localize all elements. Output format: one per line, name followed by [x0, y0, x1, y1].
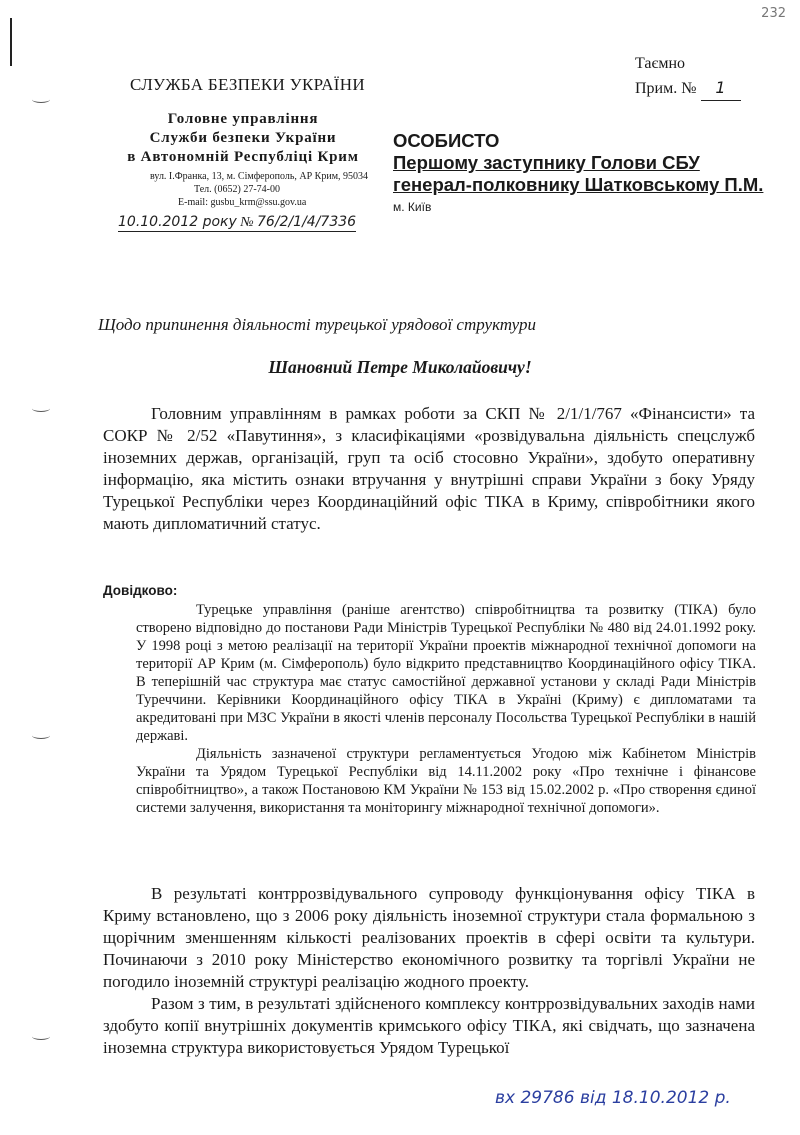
department-line: Служби безпеки України: [149, 130, 337, 146]
copy-label: Прим. №: [635, 80, 697, 97]
reference-paragraph: Турецьке управління (раніше агентство) співробітництва та розвитку (ТІКА) було створено відповідно до постанови Ради Міністрів Турецької Республіки № 480 від 24.01.1992 року. У 1998 році з метою реалізації на території України проектів міжнародної технічної допомоги на території АР Крим (м. Сімферополь) було відкрито представництво Координаційного офісу ТІКА. В теперішній час структура має статус самостійної державної установи у складі Ради Міністрів Туреччини. Керівники Координаційного офісу ТІКА в Україні (Криму) є дипломатами та акредитовані при МЗС України в якості членів персоналу Посольства Турецької Республіки в нашій державі.: [136, 602, 756, 744]
address-line: E-mail: gusbu_krm@ssu.gov.ua: [178, 197, 307, 208]
department-line: в Автономній Республіці Крим: [127, 149, 359, 165]
address-line: Тел. (0652) 27-74-00: [194, 184, 280, 195]
registration-number: 76/2/1/4/7336: [257, 214, 357, 230]
hole-punch-mark: [32, 405, 50, 412]
intro-paragraph: [103, 403, 755, 535]
addressee-line: Першому заступнику Голови СБУ: [393, 152, 700, 173]
address-line: вул. І.Франка, 13, м. Сімферополь, АР Крим, 95034: [150, 171, 369, 182]
paragraph-text: Разом з тим, в результаті здійсненого комплексу контррозвідувальних заходів нами здобуто копії внутрішніх документів кримського офісу ТІКА, які свідчать, що зазначена іноземна структура використовується Урядом Турецької: [103, 994, 755, 1057]
classification-block: [635, 52, 741, 101]
paragraph-text: Головним управлінням в рамках роботи за СКП № 2/1/1/767 «Фінансисти» та СОКР № 2/52 «Павутиння», з класифікаціями «розвідувальна діяльність спецслужб іноземних держав, організацій, груп та осіб стосовно України», здобуто оперативну інформацію, яка містить ознаки втручання у внутрішні справи України з боку Уряду Турецької Республіки через Координаційний офіс ТІКА в Криму, співробітники якого мають дипломатичний статус.: [103, 404, 755, 533]
addressee-city: м. Київ: [393, 200, 432, 214]
page-number: 232: [761, 6, 786, 21]
reference-paragraph: Діяльність зазначеної структури регламентується Угодою між Кабінетом Міністрів України та Урядом Турецької Республіки від 14.11.2002 року «Про технічне і фінансове співробітництво», а також Постановою КМ України № 153 від 15.02.2002 р. «Про створення єдиної системи залучення, використання та моніторингу міжнародної технічної допомоги».: [136, 746, 756, 816]
addressee-line: генерал-полковнику Шатковському П.М.: [393, 174, 764, 195]
hole-punch-mark: [32, 1033, 50, 1040]
org-name: СЛУЖБА БЕЗПЕКИ УКРАЇНИ: [130, 75, 365, 94]
classification-label: Таємно: [635, 55, 686, 72]
registration-no-label: №: [240, 215, 254, 230]
registration-line: [118, 214, 356, 232]
reference-body: [136, 601, 756, 817]
address-block: [150, 170, 380, 209]
copy-number: 1: [701, 76, 741, 101]
subject-line: Щодо припинення діяльності турецької урядової структури: [98, 315, 536, 334]
salutation: Шановний Петре Миколайовичу!: [268, 357, 532, 377]
reference-heading: Довідково:: [103, 583, 178, 598]
incoming-registration-stamp: вх 29786 від 18.10.2012 р.: [495, 1088, 731, 1108]
hole-punch-mark: [32, 732, 50, 739]
body-section: [103, 883, 755, 1059]
personal-mark: ОСОБИСТО: [393, 130, 500, 151]
hole-punch-mark: [32, 96, 50, 103]
paragraph-text: В результаті контррозвідувального супроводу функціонування офісу ТІКА в Криму встановлено, що з 2006 року діяльність іноземної структури стала формальною з щорічним зменшенням кількості реалізованих проектів в сфері освіти та культури. Починаючи з 2010 року Міністерство економічного розвитку та торгівлі України не погодило іноземній структурі реалізацію жодного проекту.: [103, 884, 755, 991]
department-name: [108, 110, 378, 167]
registration-date: 10.10.2012 року: [118, 214, 237, 230]
addressee-block: [393, 130, 763, 218]
department-line: Головне управління: [167, 111, 319, 127]
margin-line: [10, 18, 12, 66]
